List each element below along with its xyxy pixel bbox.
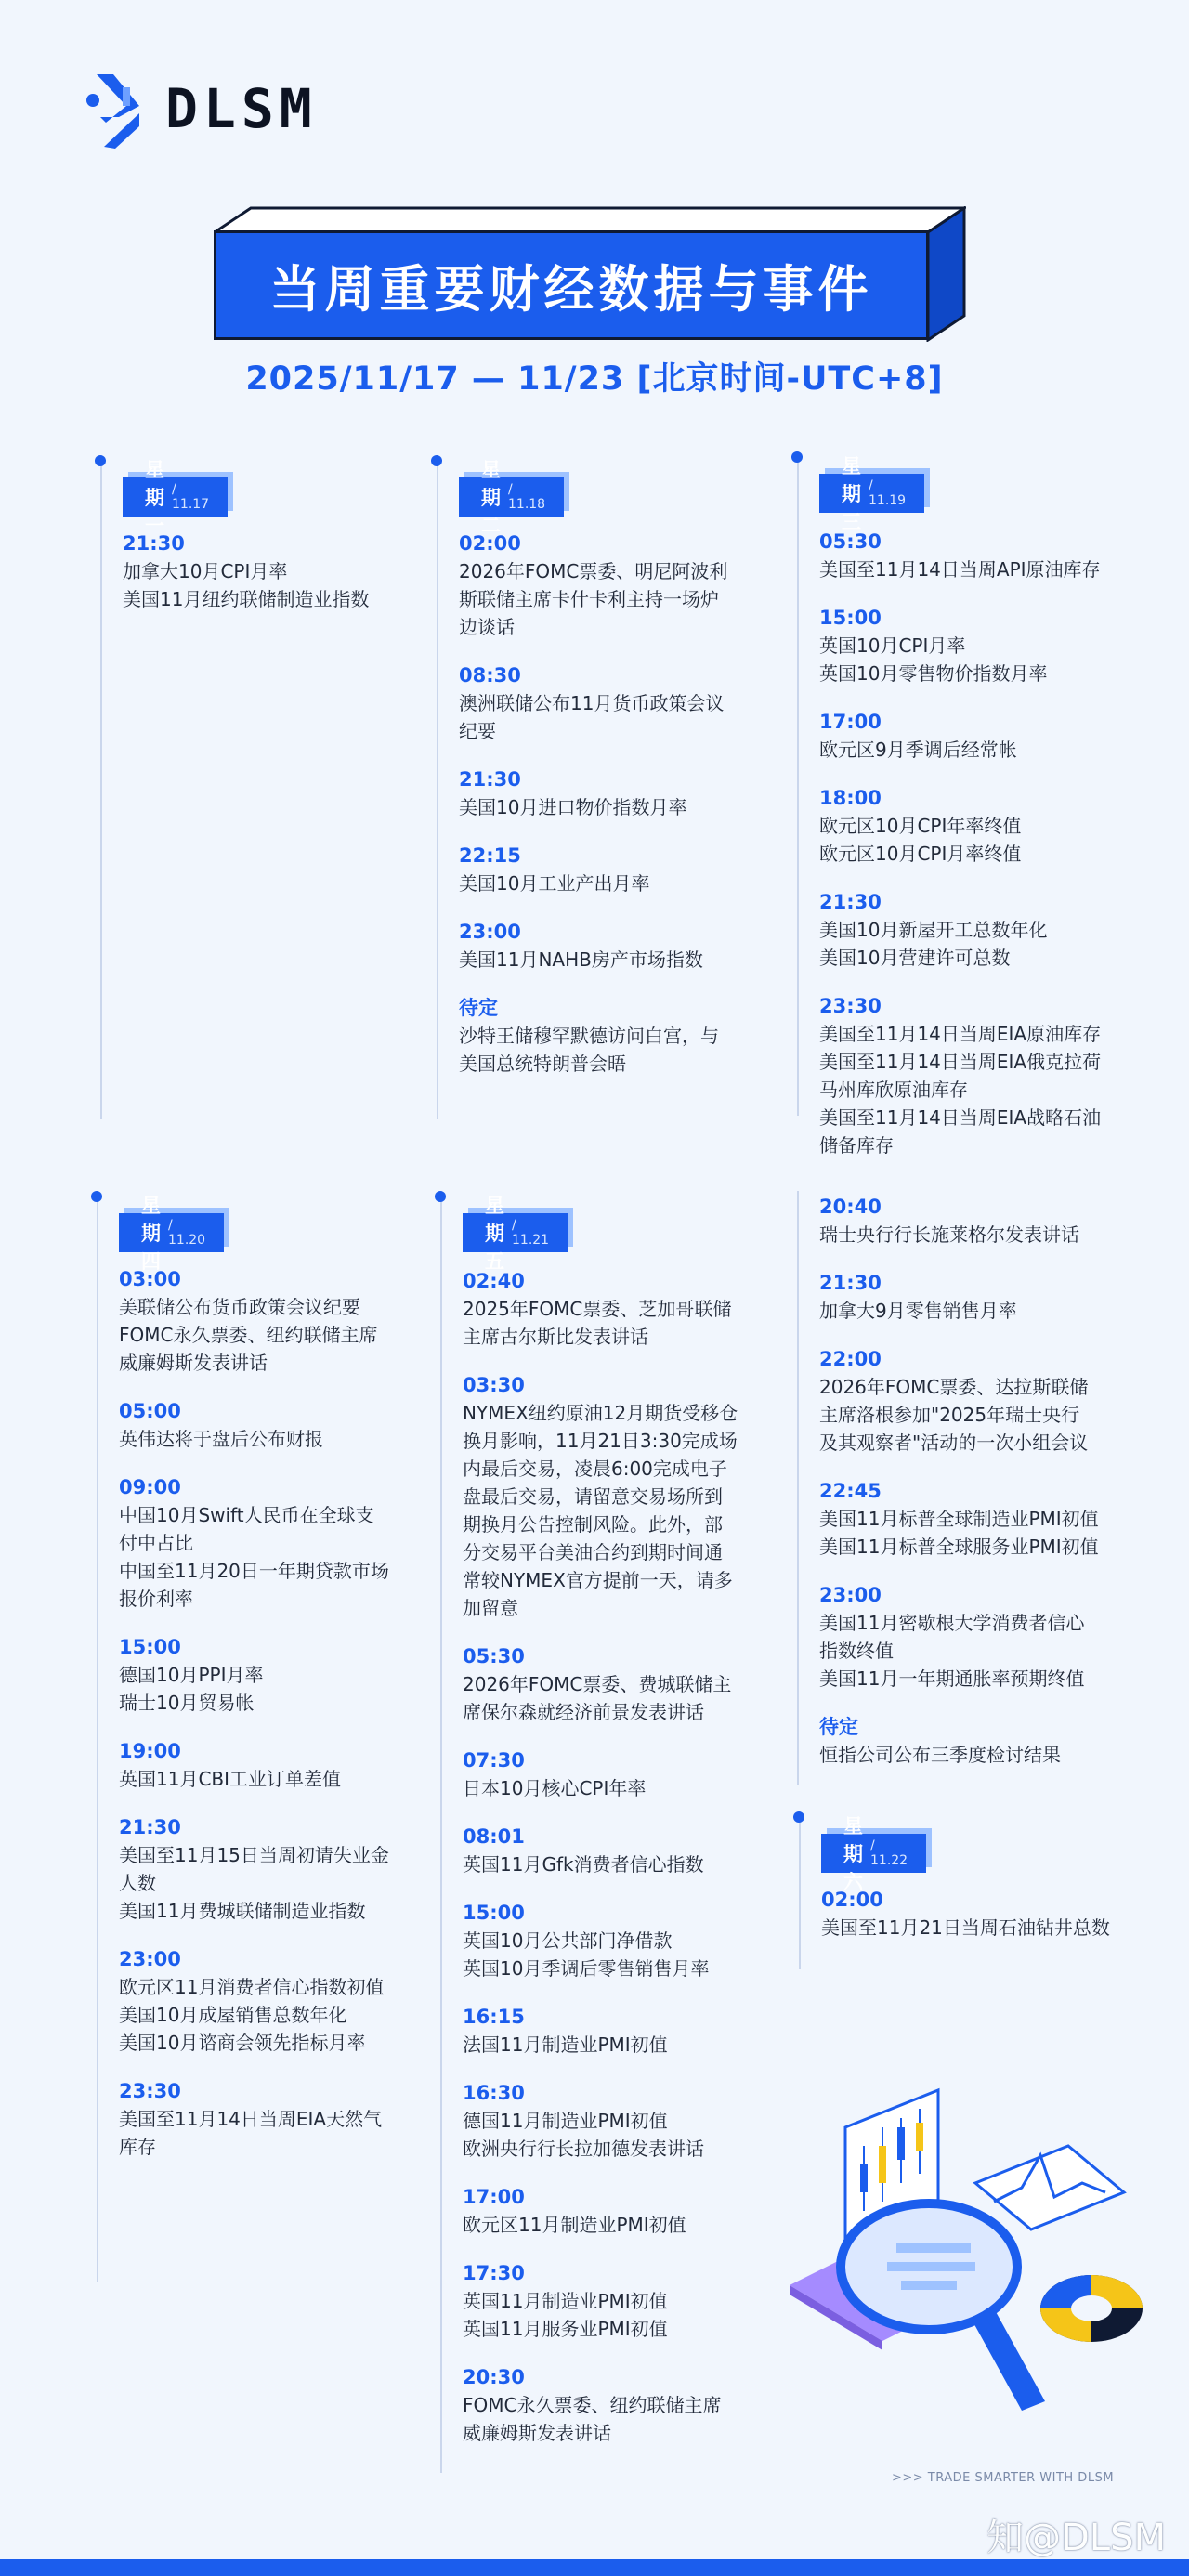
event-time: 23:00 (459, 921, 521, 943)
event-text: 主席古尔斯比发表讲话 (463, 1326, 648, 1348)
event-text: 内最后交易，凌晨6:00完成电子 (463, 1458, 727, 1480)
event-item (463, 2363, 738, 2447)
event-text: 美国11月标普全球制造业PMI初值 (819, 1508, 1099, 1530)
event-list (819, 528, 1101, 1180)
event-text: 库存 (119, 2136, 156, 2158)
event-item (819, 784, 1101, 868)
event-list (123, 530, 369, 634)
event-text: 美国11月标普全球服务业PMI初值 (819, 1536, 1099, 1558)
event-item (119, 2077, 389, 2161)
day-name: 星期五 (485, 1195, 504, 1273)
event-time: 07:30 (463, 1749, 525, 1772)
day-date: / 11.20 (168, 1218, 206, 1248)
event-item (123, 530, 369, 613)
event-item (819, 1581, 1099, 1693)
event-text: 指数终值 (819, 1640, 894, 1662)
timeline-line (797, 1191, 799, 1785)
day-date: / 11.18 (508, 482, 546, 512)
event-item (119, 1265, 389, 1377)
day-header (119, 1195, 224, 1273)
event-time: 02:00 (459, 532, 521, 555)
event-text: 英伟达将于盘后公布财报 (119, 1428, 323, 1450)
event-time: 20:40 (819, 1196, 882, 1218)
event-time: 待定 (819, 1716, 858, 1738)
event-time: 15:00 (819, 607, 882, 629)
event-time: 08:01 (463, 1825, 525, 1848)
event-item (459, 661, 727, 745)
event-text: 欧洲央行行长拉加德发表讲话 (463, 2138, 704, 2160)
event-item (819, 1193, 1099, 1249)
event-text: 美国至11月21日当周石油钻井总数 (821, 1916, 1110, 1939)
event-text: 沙特王储穆罕默德访问白宫，与 (459, 1025, 719, 1047)
event-text: 法国11月制造业PMI初值 (463, 2033, 668, 2056)
event-time: 22:15 (459, 844, 521, 867)
page-title: 当周重要财经数据与事件 (214, 230, 929, 340)
day-name: 星期一 (145, 459, 164, 537)
event-text: 常较NYMEX官方提前一天，请多 (463, 1569, 733, 1591)
event-item (459, 918, 727, 974)
day-name: 星期六 (843, 1815, 863, 1893)
event-text: 2026年FOMC票委、达拉斯联储 (819, 1376, 1089, 1398)
event-text: 英国11月CBI工业订单差值 (119, 1768, 342, 1790)
event-text: 付中占比 (119, 1532, 193, 1554)
event-item (819, 528, 1101, 583)
day-header (123, 459, 228, 537)
event-item (821, 1886, 1110, 1942)
timeline-line (437, 455, 438, 1119)
day-header (459, 459, 564, 537)
bottom-bar (0, 2559, 1189, 2576)
event-text: 英国11月制造业PMI初值 (463, 2290, 668, 2312)
timeline-dot (791, 451, 803, 463)
event-item (819, 708, 1101, 764)
event-item (459, 994, 727, 1078)
event-text: 美国至11月14日当周EIA战略石油 (819, 1106, 1102, 1129)
event-text: 席保尔森就经济前景发表讲话 (463, 1701, 704, 1723)
event-time: 02:40 (463, 1270, 525, 1292)
event-item (459, 842, 727, 897)
event-list (459, 530, 727, 1098)
day-name: 星期四 (141, 1195, 161, 1273)
event-text: 英国10月零售物价指数月率 (819, 662, 1048, 685)
event-item (459, 765, 727, 821)
day-name: 星期二 (481, 459, 501, 537)
event-text: 美联储公布货币政策会议纪要 (119, 1296, 360, 1318)
event-item (119, 1945, 389, 2057)
event-text: 边谈话 (459, 616, 515, 638)
event-time: 21:30 (123, 532, 185, 555)
event-text: 分交易平台美油合约到期时间通 (463, 1541, 723, 1563)
event-text: FOMC永久票委、纽约联储主席 (463, 2394, 722, 2416)
event-text: 美国11月NAHB房产市场指数 (459, 948, 703, 971)
event-text: 美国11月一年期通胀率预期终值 (819, 1667, 1085, 1690)
brand-name: DLSM (165, 77, 318, 140)
event-time: 待定 (459, 997, 498, 1019)
event-text: 斯联储主席卡什卡利主持一场炉 (459, 588, 719, 610)
event-item (463, 1267, 738, 1351)
event-text: 美国10月成屋销售总数年化 (119, 2004, 347, 2026)
event-item (119, 1473, 389, 1613)
event-time: 15:00 (463, 1902, 525, 1924)
event-text: 英国10月公共部门净借款 (463, 1929, 673, 1952)
event-text: 换月影响，11月21日3:30完成场 (463, 1430, 738, 1452)
event-time: 15:00 (119, 1636, 181, 1658)
timeline-dot (91, 1191, 102, 1202)
banner-3d-side (925, 206, 966, 342)
timeline-line (100, 455, 102, 1119)
event-text: 中国10月Swift人民币在全球支 (119, 1504, 374, 1526)
event-item (819, 1269, 1099, 1325)
event-time: 16:15 (463, 2006, 525, 2028)
event-text: 期换月公告控制风险。此外，部 (463, 1513, 723, 1536)
event-text: 报价利率 (119, 1588, 193, 1610)
event-text: 瑞士央行行长施莱格尔发表讲话 (819, 1223, 1079, 1246)
event-item (459, 530, 727, 641)
event-text: 欧元区10月CPI月率终值 (819, 843, 1022, 865)
event-time: 22:45 (819, 1480, 882, 1502)
event-list (819, 1193, 1099, 1789)
day-header (821, 1815, 926, 1893)
event-item (463, 1746, 738, 1802)
event-list (463, 1267, 738, 2467)
event-item (819, 992, 1101, 1159)
day-name: 星期三 (842, 455, 861, 533)
event-time: 19:00 (119, 1740, 181, 1762)
timeline-dot (793, 1811, 804, 1823)
event-time: 05:30 (819, 530, 882, 553)
timeline-dot (435, 1191, 446, 1202)
event-item (463, 1642, 738, 1726)
event-item (463, 1899, 738, 1982)
event-time: 17:30 (463, 2262, 525, 2284)
event-text: 人数 (119, 1872, 156, 1894)
event-time: 23:00 (119, 1948, 181, 1970)
event-text: 美国11月密歇根大学消费者信心 (819, 1612, 1085, 1634)
date-range: 2025/11/17 — 11/23 [北京时间-UTC+8] (245, 360, 944, 398)
timeline-line (97, 1191, 98, 2282)
event-item (463, 1823, 738, 1878)
watermark: 知@DLSM (986, 2517, 1166, 2559)
event-text: 主席洛根参加"2025年瑞士央行 (819, 1404, 1080, 1426)
event-text: 加拿大9月零售销售月率 (819, 1300, 1017, 1322)
event-time: 05:30 (463, 1645, 525, 1667)
timeline-line (440, 1191, 442, 2473)
timeline-line (799, 1811, 801, 1969)
event-item (463, 2259, 738, 2343)
event-item (463, 2183, 738, 2239)
event-text: 马州库欣原油库存 (819, 1079, 968, 1101)
timeline-line (797, 451, 799, 1116)
event-text: 英国11月服务业PMI初值 (463, 2318, 668, 2340)
event-item (463, 2079, 738, 2163)
event-text: 美国10月新屋开工总数年化 (819, 919, 1048, 941)
event-item (119, 1737, 389, 1793)
event-text: 纪要 (459, 720, 496, 742)
event-text: 美国至11月15日当周初请失业金 (119, 1844, 389, 1866)
event-time: 21:30 (819, 1272, 882, 1294)
event-time: 05:00 (119, 1400, 181, 1422)
event-time: 21:30 (459, 768, 521, 791)
event-text: 盘最后交易，请留意交易场所到 (463, 1485, 723, 1508)
event-item (463, 1371, 738, 1622)
event-text: 美国至11月14日当周API原油库存 (819, 558, 1101, 581)
event-text: 威廉姆斯发表讲话 (119, 1352, 268, 1374)
event-item (463, 2003, 738, 2059)
day-date: / 11.19 (869, 478, 907, 508)
event-time: 16:30 (463, 2082, 525, 2104)
brand-logo (85, 67, 318, 150)
event-text: 美国11月费城联储制造业指数 (119, 1900, 366, 1922)
event-text: 英国11月Gfk消费者信心指数 (463, 1853, 704, 1876)
tagline: >>> TRADE SMARTER WITH DLSM (892, 2471, 1115, 2485)
event-item (119, 1633, 389, 1717)
event-time: 22:00 (819, 1348, 882, 1370)
event-time: 02:00 (821, 1889, 883, 1911)
event-text: 欧元区10月CPI年率终值 (819, 815, 1022, 837)
event-text: 瑞士10月贸易帐 (119, 1692, 255, 1714)
day-date: / 11.22 (870, 1838, 908, 1868)
event-text: 美国至11月14日当周EIA天然气 (119, 2108, 383, 2130)
event-time: 09:00 (119, 1476, 181, 1498)
event-text: 欧元区11月制造业PMI初值 (463, 2214, 686, 2236)
event-text: 德国10月PPI月率 (119, 1664, 264, 1686)
event-text: 欧元区9月季调后经常帐 (819, 739, 1017, 761)
event-time: 03:00 (119, 1268, 181, 1290)
event-item (819, 1477, 1099, 1561)
event-time: 20:30 (463, 2366, 525, 2388)
event-item (119, 1813, 389, 1925)
timeline-dot (431, 455, 442, 466)
dlsm-logo-icon (85, 69, 152, 149)
event-text: 美国10月工业产出月率 (459, 872, 650, 895)
event-text: 美国10月谘商会领先指标月率 (119, 2032, 366, 2054)
day-header (463, 1195, 568, 1273)
event-text: 澳洲联储公布11月货币政策会议 (459, 692, 725, 714)
day-header (819, 455, 924, 533)
event-item (819, 888, 1101, 972)
event-text: 美国至11月14日当周EIA原油库存 (819, 1023, 1102, 1045)
event-text: 加留意 (463, 1597, 518, 1619)
event-item (819, 1345, 1099, 1457)
event-text: 加拿大10月CPI月率 (123, 560, 288, 582)
event-text: 英国10月CPI月率 (819, 634, 966, 657)
event-time: 18:00 (819, 787, 882, 809)
event-text: 美国总统特朗普会晤 (459, 1053, 626, 1075)
event-time: 23:30 (819, 995, 882, 1017)
event-text: 英国10月季调后零售销售月率 (463, 1957, 710, 1980)
event-item (119, 1397, 389, 1453)
event-time: 23:30 (119, 2080, 181, 2102)
event-text: 中国至11月20日一年期贷款市场 (119, 1560, 389, 1582)
event-text: NYMEX纽约原油12月期货受移仓 (463, 1402, 738, 1424)
event-text: 美国10月营建许可总数 (819, 947, 1011, 969)
event-time: 08:30 (459, 664, 521, 686)
event-text: FOMC永久票委、纽约联储主席 (119, 1324, 378, 1346)
event-time: 21:30 (119, 1816, 181, 1838)
event-time: 21:30 (819, 891, 882, 913)
event-text: 2026年FOMC票委、明尼阿波利 (459, 560, 728, 582)
magnifier-chart-illustration-icon (762, 2072, 1152, 2434)
event-time: 23:00 (819, 1584, 882, 1606)
event-text: 美国至11月14日当周EIA俄克拉荷 (819, 1051, 1102, 1073)
event-text: 储备库存 (819, 1134, 894, 1157)
event-text: 2026年FOMC票委、费城联储主 (463, 1673, 732, 1695)
title-banner (214, 206, 966, 342)
event-text: 美国11月纽约联储制造业指数 (123, 588, 370, 610)
event-text: 威廉姆斯发表讲话 (463, 2422, 611, 2444)
day-date: / 11.21 (512, 1218, 550, 1248)
event-item (819, 604, 1101, 687)
event-time: 17:00 (463, 2186, 525, 2208)
event-list (119, 1265, 389, 2181)
event-text: 恒指公司公布三季度检讨结果 (819, 1744, 1061, 1766)
event-text: 美国10月进口物价指数月率 (459, 796, 687, 818)
day-date: / 11.17 (172, 482, 210, 512)
event-text: 日本10月核心CPI年率 (463, 1777, 647, 1799)
event-time: 03:30 (463, 1374, 525, 1396)
event-text: 欧元区11月消费者信心指数初值 (119, 1976, 385, 1998)
event-item (819, 1713, 1099, 1769)
event-text: 德国11月制造业PMI初值 (463, 2110, 668, 2132)
event-time: 17:00 (819, 711, 882, 733)
event-text: 及其观察者"活动的一次小组会议 (819, 1432, 1089, 1454)
timeline-dot (95, 455, 106, 466)
event-list (821, 1886, 1110, 1962)
event-text: 2025年FOMC票委、芝加哥联储 (463, 1298, 732, 1320)
